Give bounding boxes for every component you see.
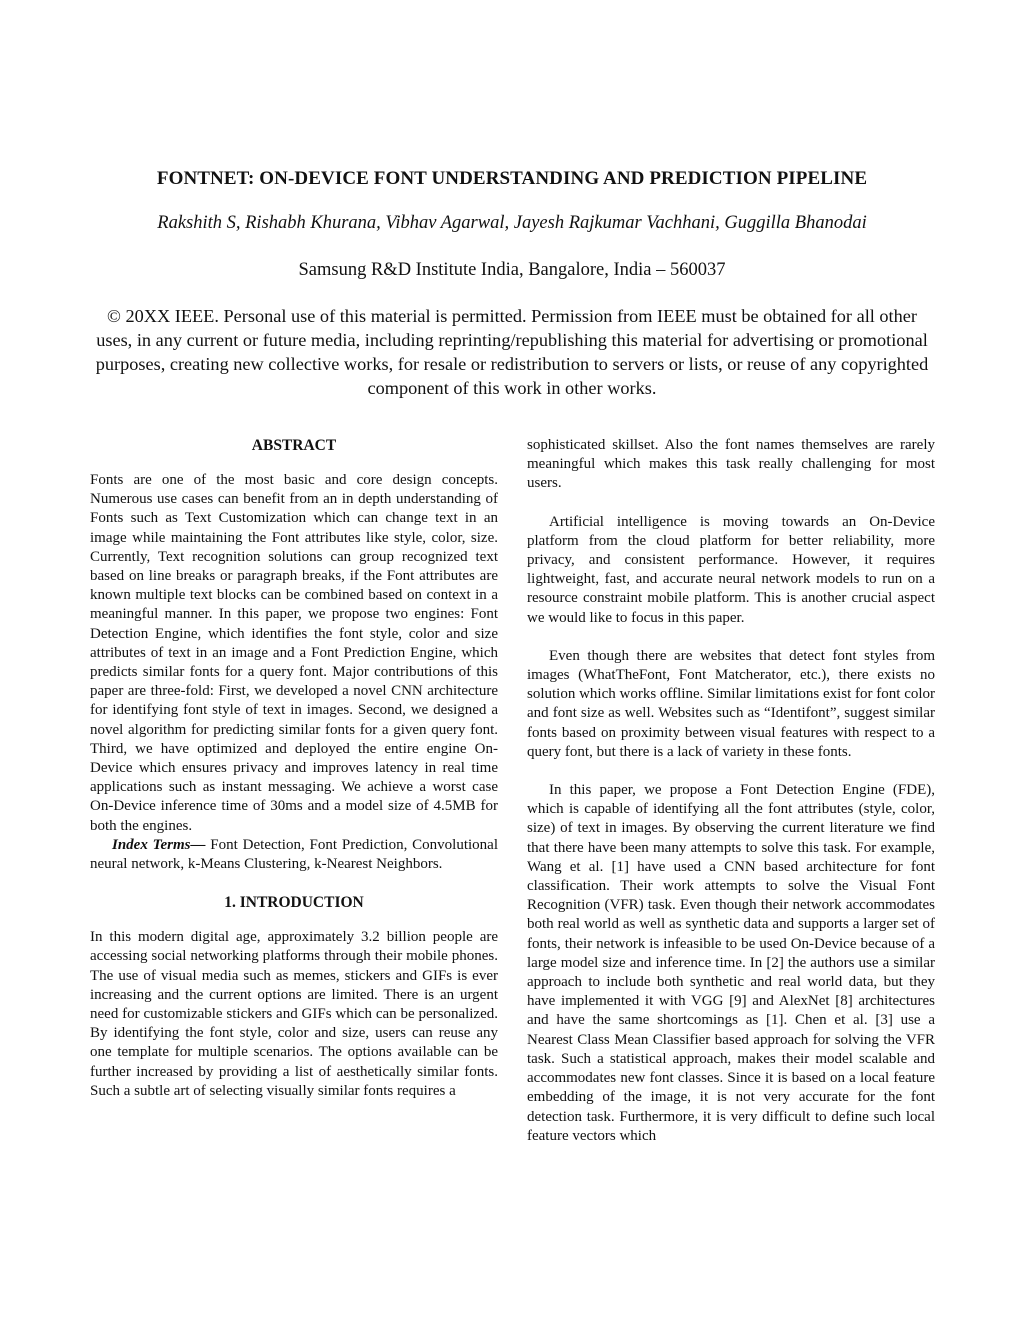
affiliation: Samsung R&D Institute India, Bangalore, India – 560037	[298, 260, 726, 280]
paper-title: FONTNET: ON-DEVICE FONT UNDERSTANDING AND PREDICTION PIPELINE	[156, 168, 868, 189]
introduction-heading: 1. INTRODUCTION	[224, 894, 364, 912]
intro-paragraph-1-continued: sophisticated skillset. Also the font names themselves are rarely meaningful which makes this task really challenging for most users.	[527, 437, 935, 492]
intro-paragraph-1: In this modern digital age, approximately 3.2 billion people are accessing social networking platforms through their mobile phones. The use of visual media such as memes, stickers and GIFs is ever increasing and the current options are limited. There is an urgent need for customizable stickers and GIFs which can be personalized. By identifying the font style, color and size, users can reuse any one template for multiple scenarios. The options available can be further increased by providing a list of aesthetically similar fonts. Such a subtle art of selecting visually similar fonts requires a	[90, 929, 498, 1099]
abstract-text: Fonts are one of the most basic and core design concepts. Numerous use cases can benefit from an in depth understanding of Fonts such as Text Customization which can change text in an image while maintaining the Font attributes like style, color, size. Currently, Text recognition solutions can group recognized text based on line breaks or paragraph breaks, if the Font attributes are known multiple text blocks can be combined based on context in a meaningful manner. In this paper, we propose two engines: Font Detection Engine, which identifies the font style, color and size attributes of text in an image and a Font Prediction Engine, which predicts similar fonts for a query font. Major contributions of this paper are three-fold: First, we developed a novel CNN architecture for identifying font style of text in images. Second, we designed a novel algorithm for predicting similar fonts for a given query font. Third, we have optimized and deployed the entire engine On-Device which ensures privacy and improves latency in real time applications such as instant messaging. We achieve a worst case On-Device inference time of 30ms and a model size of 4.5MB for both the engines.	[90, 472, 498, 834]
index-terms-list: Font Detection, Font Prediction, Convolutional neural network, k-Means Clustering, k-Nearest Neighbors.	[90, 836, 498, 873]
author-list: Rakshith S, Rishabh Khurana, Vibhav Agarwal, Jayesh Rajkumar Vachhani, Guggilla Bhanodai	[157, 213, 867, 233]
index-terms	[90, 836, 498, 874]
intro-paragraph-2: Artificial intelligence is moving towards an On-Device platform from the cloud platform for better reliability, more privacy, and consistent performance. However, it requires lightweight, fast, and accurate neural network models to run on a resource constraint mobile platform. This is another crucial aspect we would like to focus in this paper.	[527, 513, 935, 626]
left-column	[90, 436, 498, 1101]
copyright-notice: © 20XX IEEE. Personal use of this material is permitted. Permission from IEEE must be obtained for all other uses, in any current or future media, including reprinting/republishing this material for advertising or promotional purposes, creating new collective works, for resale or redistribution to servers or lists, or reuse of any copyrighted component of this work in other works.	[95, 306, 929, 398]
intro-paragraph-3: Even though there are websites that detect font styles from images (WhatTheFont, Font Matcherator, etc.), there exists no solution which works offline. Similar limitations exist for font color and font size as well. Websites such as “Identifont”, suggest similar fonts based on proximity between visual features with respect to a query font, but there is a lack of variety in these fonts.	[527, 647, 936, 760]
abstract-heading: ABSTRACT	[251, 437, 337, 454]
index-terms-label: Index Terms—	[112, 836, 206, 853]
intro-paragraph-4: In this paper, we propose a Font Detection Engine (FDE), which is capable of identifying all the font attributes (style, color, size) of text in images. By observing the current literature we find that there have been many attempts to solve this task. For example, Wang et al. [1] have used a CNN based architecture for font classification. Their work attempts to solve the Visual Font Recognition (VFR) task. Even though their network accommodates both real world as well as synthetic data and supports a larger set of fonts, their network is infeasible to be used On-Device because of a large model size and inference time. In [2] the authors use a similar approach to include both synthetic and real world data, but they have implemented it with VGG [9] and AlexNet [8] architectures and have the same shortcomings as [1]. Chen et al. [3] use a Nearest Class Mean Classifier based approach for solving the VFR task. Such a statistical approach, makes their model scalable and accommodates new font classes. Since it is based on a local feature embedding of the image, it is not very accurate for the font detection task. Furthermore, it is very difficult to define such local feature vectors which	[527, 782, 935, 1144]
right-column	[527, 436, 935, 1146]
